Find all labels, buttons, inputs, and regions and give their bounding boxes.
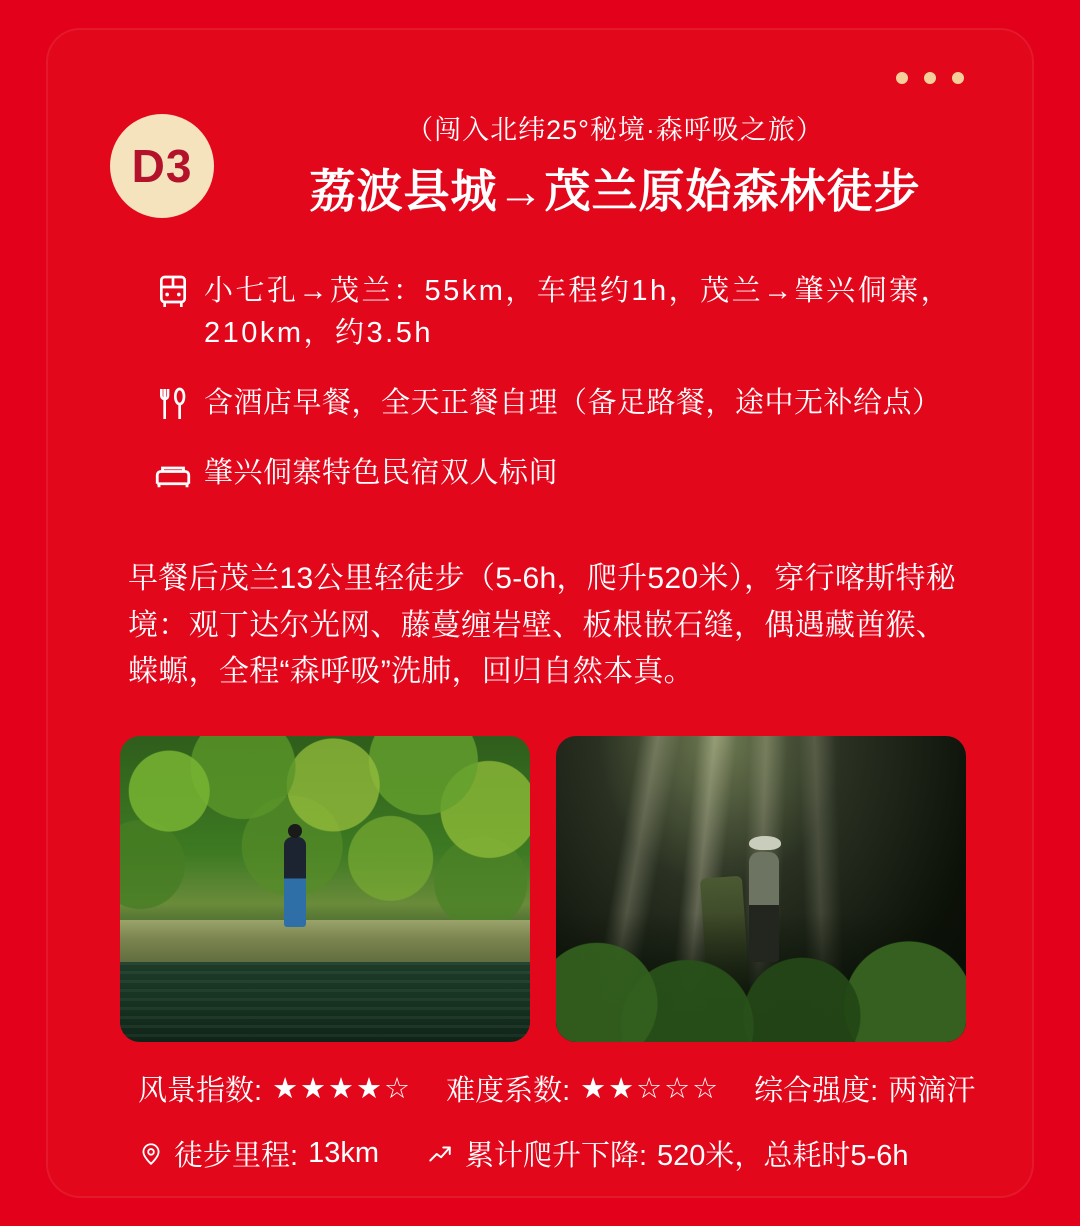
intensity-rating [754, 1068, 975, 1109]
scenery-label: 风景指数: [138, 1075, 263, 1107]
info-list [142, 270, 982, 524]
card-subtitle: （闯入北纬25°秘境·森呼吸之旅） [406, 115, 824, 145]
distance-value: 13km [308, 1137, 379, 1169]
photo-sunbeam-forest[interactable] [556, 736, 966, 1042]
info-row-meals [142, 382, 982, 424]
scenery-rating [138, 1068, 412, 1109]
stone-bridge [120, 920, 530, 966]
distance-label: 徒步里程: [174, 1140, 299, 1172]
page-title: 荔波县城→茂兰原始森林徒步 [309, 165, 921, 217]
intensity-label: 综合强度: [754, 1075, 879, 1107]
description-paragraph: 早餐后茂兰13公里轻徒步（5-6h，爬升520米），穿行喀斯特秘境：观丁达尔光网、藤蔓缠岩壁、板根嵌石缝，偶遇藏酋猴、蝾螈，全程“森呼吸”洗肺，回归自然本真。 [128, 562, 957, 688]
cutlery-icon [142, 382, 204, 424]
difficulty-label: 难度系数: [446, 1075, 571, 1107]
photo-forest-stone-bridge[interactable] [120, 736, 530, 1042]
info-row-transport [142, 270, 982, 354]
bus-icon [142, 270, 204, 312]
info-row-lodging [142, 452, 982, 496]
menu-dots-icon[interactable] [896, 72, 964, 84]
bed-icon [142, 452, 204, 496]
info-text-meals: 含酒店早餐，全天正餐自理（备足路餐，途中无补给点） [204, 387, 942, 420]
difficulty-stars: ★★☆☆☆ [580, 1073, 721, 1105]
stats-footer [138, 1068, 976, 1174]
location-pin-icon [138, 1141, 164, 1167]
trend-up-icon [425, 1141, 455, 1167]
stats-row-1 [138, 1068, 976, 1109]
distance-stat [138, 1133, 379, 1174]
title-block [232, 108, 998, 221]
water-surface [120, 962, 530, 1042]
elevation-stat [425, 1133, 909, 1174]
scenery-stars: ★★★★☆ [272, 1073, 413, 1105]
difficulty-rating [446, 1068, 720, 1109]
hiker-figure [749, 852, 779, 962]
itinerary-card [46, 28, 1034, 1198]
dot-1 [896, 72, 908, 84]
info-text-transport: 小七孔→茂兰：55km，车程约1h，茂兰→肇兴侗寨，210km，约3.5h [204, 275, 953, 350]
intensity-value: 两滴汗 [888, 1075, 976, 1107]
elevation-value: 520米，总耗时5-6h [657, 1140, 909, 1172]
photo-gallery [120, 736, 966, 1042]
dot-2 [924, 72, 936, 84]
info-text-lodging: 肇兴侗寨特色民宿双人标间 [204, 457, 559, 490]
elevation-label: 累计爬升下降: [464, 1140, 648, 1172]
day-badge: D3 [110, 114, 214, 218]
card-header [82, 96, 998, 246]
dot-3 [952, 72, 964, 84]
stats-row-2 [138, 1133, 970, 1174]
hiker-figure [284, 837, 306, 927]
